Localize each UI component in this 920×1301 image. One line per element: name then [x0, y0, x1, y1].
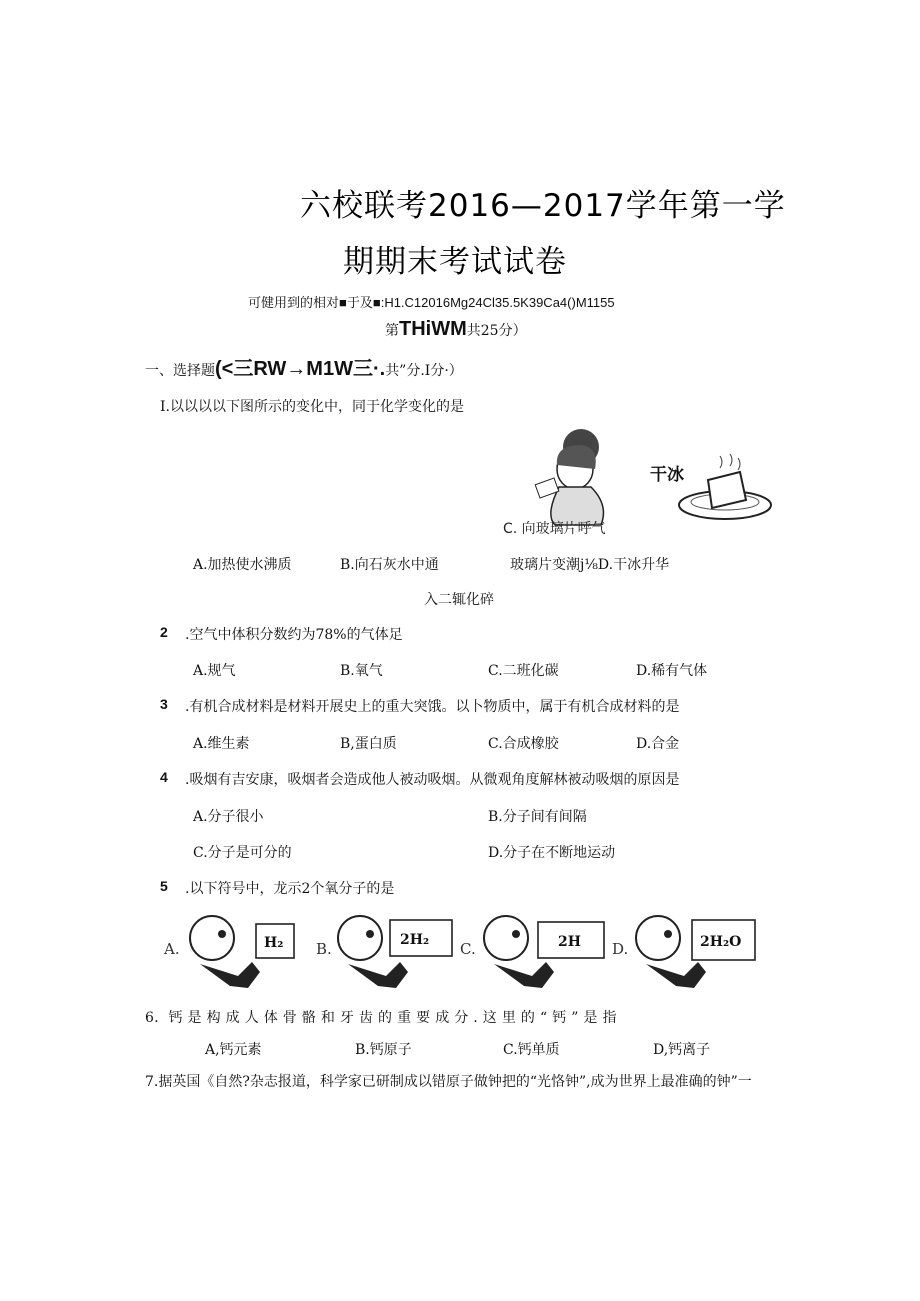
- q5-symbol-b: 2H₂: [400, 932, 430, 948]
- q2-number: 2: [160, 624, 168, 640]
- q5-symbol-a: H₂: [264, 935, 284, 951]
- q5-option-d-figure: [612, 916, 755, 988]
- q4-option-a: A.分子很小: [193, 809, 264, 825]
- q1-option-b: B.向石灰水中通: [340, 557, 439, 573]
- atomic-mass-note: 可健用到的相对■于及■:H1.C12016Mg24Cl35.5K39Ca4()M1155: [248, 295, 615, 310]
- q5-number: 5: [160, 878, 168, 894]
- section-post: 共”分.I分·）: [385, 363, 463, 379]
- dry-ice-label: 干冰: [650, 465, 684, 485]
- part-big: THiWM: [399, 318, 467, 340]
- q7-stem: 7.据英国《自然?杂志报道，科学家已研制成以错原子做钟把的“光恪钟”,成为世界上最准确的钟”一: [145, 1074, 752, 1090]
- q5-options-image: [160, 910, 755, 1000]
- q1-option-a: A.加热使水沸质: [193, 557, 292, 573]
- q4-number: 4: [160, 769, 168, 785]
- girl-caption: C. 向玻璃片呼气: [503, 521, 606, 537]
- q1-option-b-cont: 入二辄化碎: [424, 592, 494, 608]
- q4-option-b: B.分子间有间隔: [488, 809, 587, 825]
- part-post: 共25分）: [466, 323, 527, 339]
- title-line-1: 六校联考2016—2017学年第一学: [300, 188, 786, 224]
- q3-option-d: D.合金: [636, 736, 680, 752]
- q5-label-b: B.: [316, 940, 332, 958]
- q4-option-c: C.分子是可分的: [193, 845, 292, 861]
- dry-ice-image: [640, 450, 775, 530]
- q4-stem: .吸烟有吉安康，吸烟者会造成他人被动吸烟。从微观角度解林被动吸烟的原因是: [185, 772, 680, 788]
- part-heading: [385, 318, 527, 341]
- q5-option-a-figure: [163, 916, 294, 988]
- q6-option-a: A,钙元素: [205, 1042, 262, 1058]
- section-heading: [145, 352, 463, 381]
- q5-label-c: C.: [460, 940, 476, 958]
- q5-symbol-c: 2H: [558, 934, 581, 950]
- q6-option-d: D,钙离子: [653, 1042, 711, 1058]
- q6-option-b: B.钙原子: [355, 1042, 412, 1058]
- q1-stem: I.以以以以下图所示的变化中，同于化学变化的是: [160, 399, 464, 415]
- q5-label-a: A.: [164, 940, 180, 958]
- section-big: (<三RW→M1W三·.: [215, 358, 386, 380]
- title-line-2: 期期末考试试卷: [343, 244, 567, 280]
- q2-option-c: C.二班化碳: [488, 663, 559, 679]
- q2-option-a: A.规气: [193, 663, 236, 679]
- q3-number: 3: [160, 696, 168, 712]
- q5-option-c-figure: [460, 916, 604, 988]
- q2-option-d: D.稀有气体: [636, 663, 708, 679]
- q3-option-b: B,蛋白质: [340, 736, 397, 752]
- q5-symbol-d: 2H₂O: [700, 934, 742, 950]
- q6-stem: 6．钙 是 构 成 人 体 骨 骼 和 牙 齿 的 重 要 成 分 . 这 里 的 “ 钙 ” 是 指: [145, 1010, 617, 1026]
- girl-breathing-image: [503, 425, 635, 543]
- q5-stem: .以下符号中，龙示2个氧分子的是: [185, 881, 395, 897]
- part-pre: 第: [385, 323, 399, 339]
- q6-option-c: C.钙单质: [503, 1042, 560, 1058]
- q1-option-c-d: 玻璃片变潮j⅛D.干冰升华: [510, 557, 670, 573]
- q2-option-b: B.氧气: [340, 663, 383, 679]
- q3-option-c: C.合成橡胶: [488, 736, 559, 752]
- section-pre: 一、选择题: [145, 363, 215, 379]
- q5-option-b-figure: [316, 916, 452, 988]
- q2-stem: .空气中体积分数约为78%的气体足: [185, 627, 403, 643]
- q3-stem: .有机合成材料是材料开展史上的重大突饿。以卜物质中，属于有机合成材料的是: [185, 699, 680, 715]
- q3-option-a: A.维生素: [193, 736, 250, 752]
- q5-label-d: D.: [612, 940, 629, 958]
- q4-option-d: D.分子在不断地运动: [488, 845, 616, 861]
